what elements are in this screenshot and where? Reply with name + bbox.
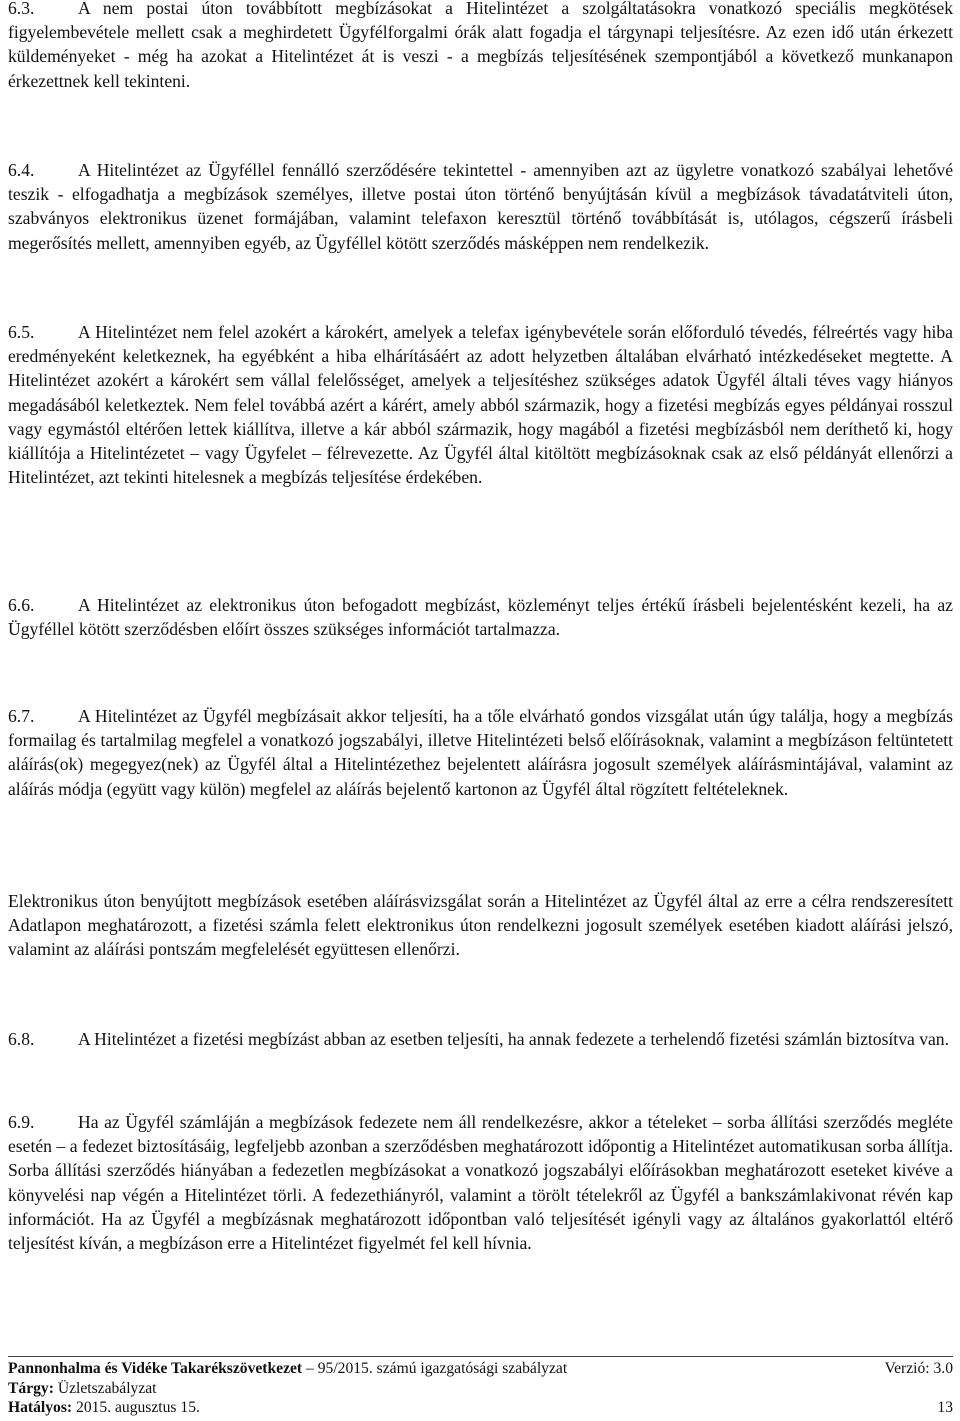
paragraph-number: 6.5. xyxy=(8,322,35,342)
paragraph-text: A nem postai úton továbbított megbízásokat a Hitelintézet a szolgáltatásokra vonatkozó speciális megkötések figyelembevétele mellett csak a meghirdetett Ügyfélforgalmi órák alatt fogadja el tárgynapi teljesítésre. Az ezen idő után érkezett küldeményeket - még ha azokat a Hitelintézet át is veszi - a megbízás teljesítésének szempontjából a következő munkanapon érkezettnek kell tekinteni. xyxy=(8,0,953,91)
paragraph-text: A Hitelintézet a fizetési megbízást abban az esetben teljesíti, ha annak fedezete a terhelendő fizetési számlán biztosítva van. xyxy=(78,1029,949,1049)
paragraph-number: 6.7. xyxy=(8,706,35,726)
paragraph-electronic-signature xyxy=(8,889,953,962)
paragraph-text: Elektronikus úton benyújtott megbízások esetében aláírásvizsgálat során a Hitelintézet az Ügyfél által az erre a célra rendszeresített Adatlapon meghatározott, a fizetési számla felett elektronikus úton rendelkezni jogosult személyek esetében kiadott aláírási jelszó, valamint az aláírási pontszám megfelelését együttesen ellenőrzi. xyxy=(8,891,953,960)
paragraph-number: 6.8. xyxy=(8,1029,35,1049)
paragraph-text: Ha az Ügyfél számláján a megbízások fedezete nem áll rendelkezésre, akkor a tételeket – sorba állítási szerződés megléte esetén – a fedezet biztosításáig, legfeljebb azonban a szerződésben meghatározott időpontig a Hitelintézet automatikusan sorba állítja. Sorba állítási szerződés hiányában a fedezetlen megbízásokat a vonatkozó jogszabályi előírásokban meghatározott eseteket kivéve a könyvelési nap végén a Hitelintézet törli. A fedezethiányról, valamint a törölt tételekről az Ügyfél a bankszámlakivonat révén kap információt. Ha az Ügyfél a megbízásnak meghatározott időpontban való teljesítését igényli vagy az általános gyakorlattól eltérő teljesítést kíván, a megbízáson erre a Hitelintézet figyelmét fel kell hívnia. xyxy=(8,1112,953,1254)
paragraph-number: 6.9. xyxy=(8,1112,35,1132)
footer-version: Verzió: 3.0 xyxy=(884,1360,953,1377)
paragraph-6-7 xyxy=(8,704,953,801)
paragraph-6-9 xyxy=(8,1110,953,1255)
paragraph-number: 6.3. xyxy=(8,0,35,18)
footer-row-1 xyxy=(8,1359,953,1379)
paragraph-text: A Hitelintézet az Ügyféllel fennálló szerződésére tekintettel - amennyiben azt az ügyletre vonatkozó szabályai lehetővé teszik - elfogadhatja a megbízások személyes, illetve postai úton történő benyújtásán kívül a megbízások távadatátviteli úton, szabványos elektronikus üzenet formájában, valamint telefaxon keresztül történő továbbítását is, utólagos, cégszerű írásbeli megerősítés mellett, amennyiben egyéb, az Ügyféllel kötött szerződés másképpen nem rendelkezik. xyxy=(8,160,953,253)
footer-row-3 xyxy=(8,1398,953,1418)
footer-effective-date: 2015. augusztus 15. xyxy=(76,1399,200,1416)
paragraph-6-4 xyxy=(8,158,953,255)
footer-row-2 xyxy=(8,1379,953,1399)
paragraph-number: 6.4. xyxy=(8,160,35,180)
page-footer xyxy=(8,1359,953,1418)
paragraph-text: A Hitelintézet nem felel azokért a károkért, amelyek a telefax igénybevétele során előforduló tévedés, félreértés vagy hiba eredményeként keletkeznek, ha egyébként a hiba elhárításáért az adott helyzetben általában elvárható intézkedéseket megtette. A Hitelintézet azokért a károkért sem vállal felelősséget, amelyek a teljesítéshez szükséges adatok Ügyfél általi téves vagy hiányos megadásából keletkeztek. Nem felel továbbá azért a kárért, amely abból származik, hogy a fizetési megbízás egyes példányai rosszul vagy egymástól eltérően lettek kiállítva, illetve a kár abból származik, hogy magából a fizetési megbízásból nem deríthető ki, hogy kiállítója a Hitelintézetet – vagy Ügyfelet – félrevezette. Az Ügyfél által kitöltött megbízásoknak csak az első példányát ellenőrzi a Hitelintézet, azt tekinti hitelesnek a megbízás teljesítése érdekében. xyxy=(8,322,953,488)
paragraph-text: A Hitelintézet az Ügyfél megbízásait akkor teljesíti, ha a tőle elvárható gondos vizsgálat után úgy találja, hogy a megbízás formailag és tartalmilag megfelel a vonatkozó jogszabályi, illetve Hitelintézeti belső előírásoknak, valamint a megbízáson feltüntetett aláírás(ok) megegyez(nek) az Ügyfél által a Hitelintézethez bejelentett aláírásra jogosult személyek aláírásmintájával, valamint az aláírás módja (együtt vagy külön) megfelel az aláírás bejelentő kartonon az Ügyfél által rögzített feltételeknek. xyxy=(8,706,953,799)
page-number: 13 xyxy=(937,1399,953,1416)
paragraph-6-3 xyxy=(8,0,953,93)
footer-subject-label: Tárgy: xyxy=(8,1379,54,1397)
paragraph-6-6 xyxy=(8,593,953,641)
footer-effective-label: Hatályos: xyxy=(8,1399,73,1416)
paragraph-6-5 xyxy=(8,320,953,489)
paragraph-text: A Hitelintézet az elektronikus úton befogadott megbízást, közleményt teljes értékű írásbeli bejelentésként kezeli, ha az Ügyféllel kötött szerződésben előírt összes szükséges információt tartalmazza. xyxy=(8,595,953,640)
footer-regulation: – 95/2015. számú igazgatósági szabályzat xyxy=(306,1360,568,1377)
footer-subject: Üzletszabályzat xyxy=(57,1379,157,1397)
footer-divider xyxy=(8,1356,953,1357)
paragraph-number: 6.6. xyxy=(8,595,35,615)
footer-organization: Pannonhalma és Vidéke Takarékszövetkezet xyxy=(8,1360,303,1377)
paragraph-6-8 xyxy=(8,1027,953,1051)
